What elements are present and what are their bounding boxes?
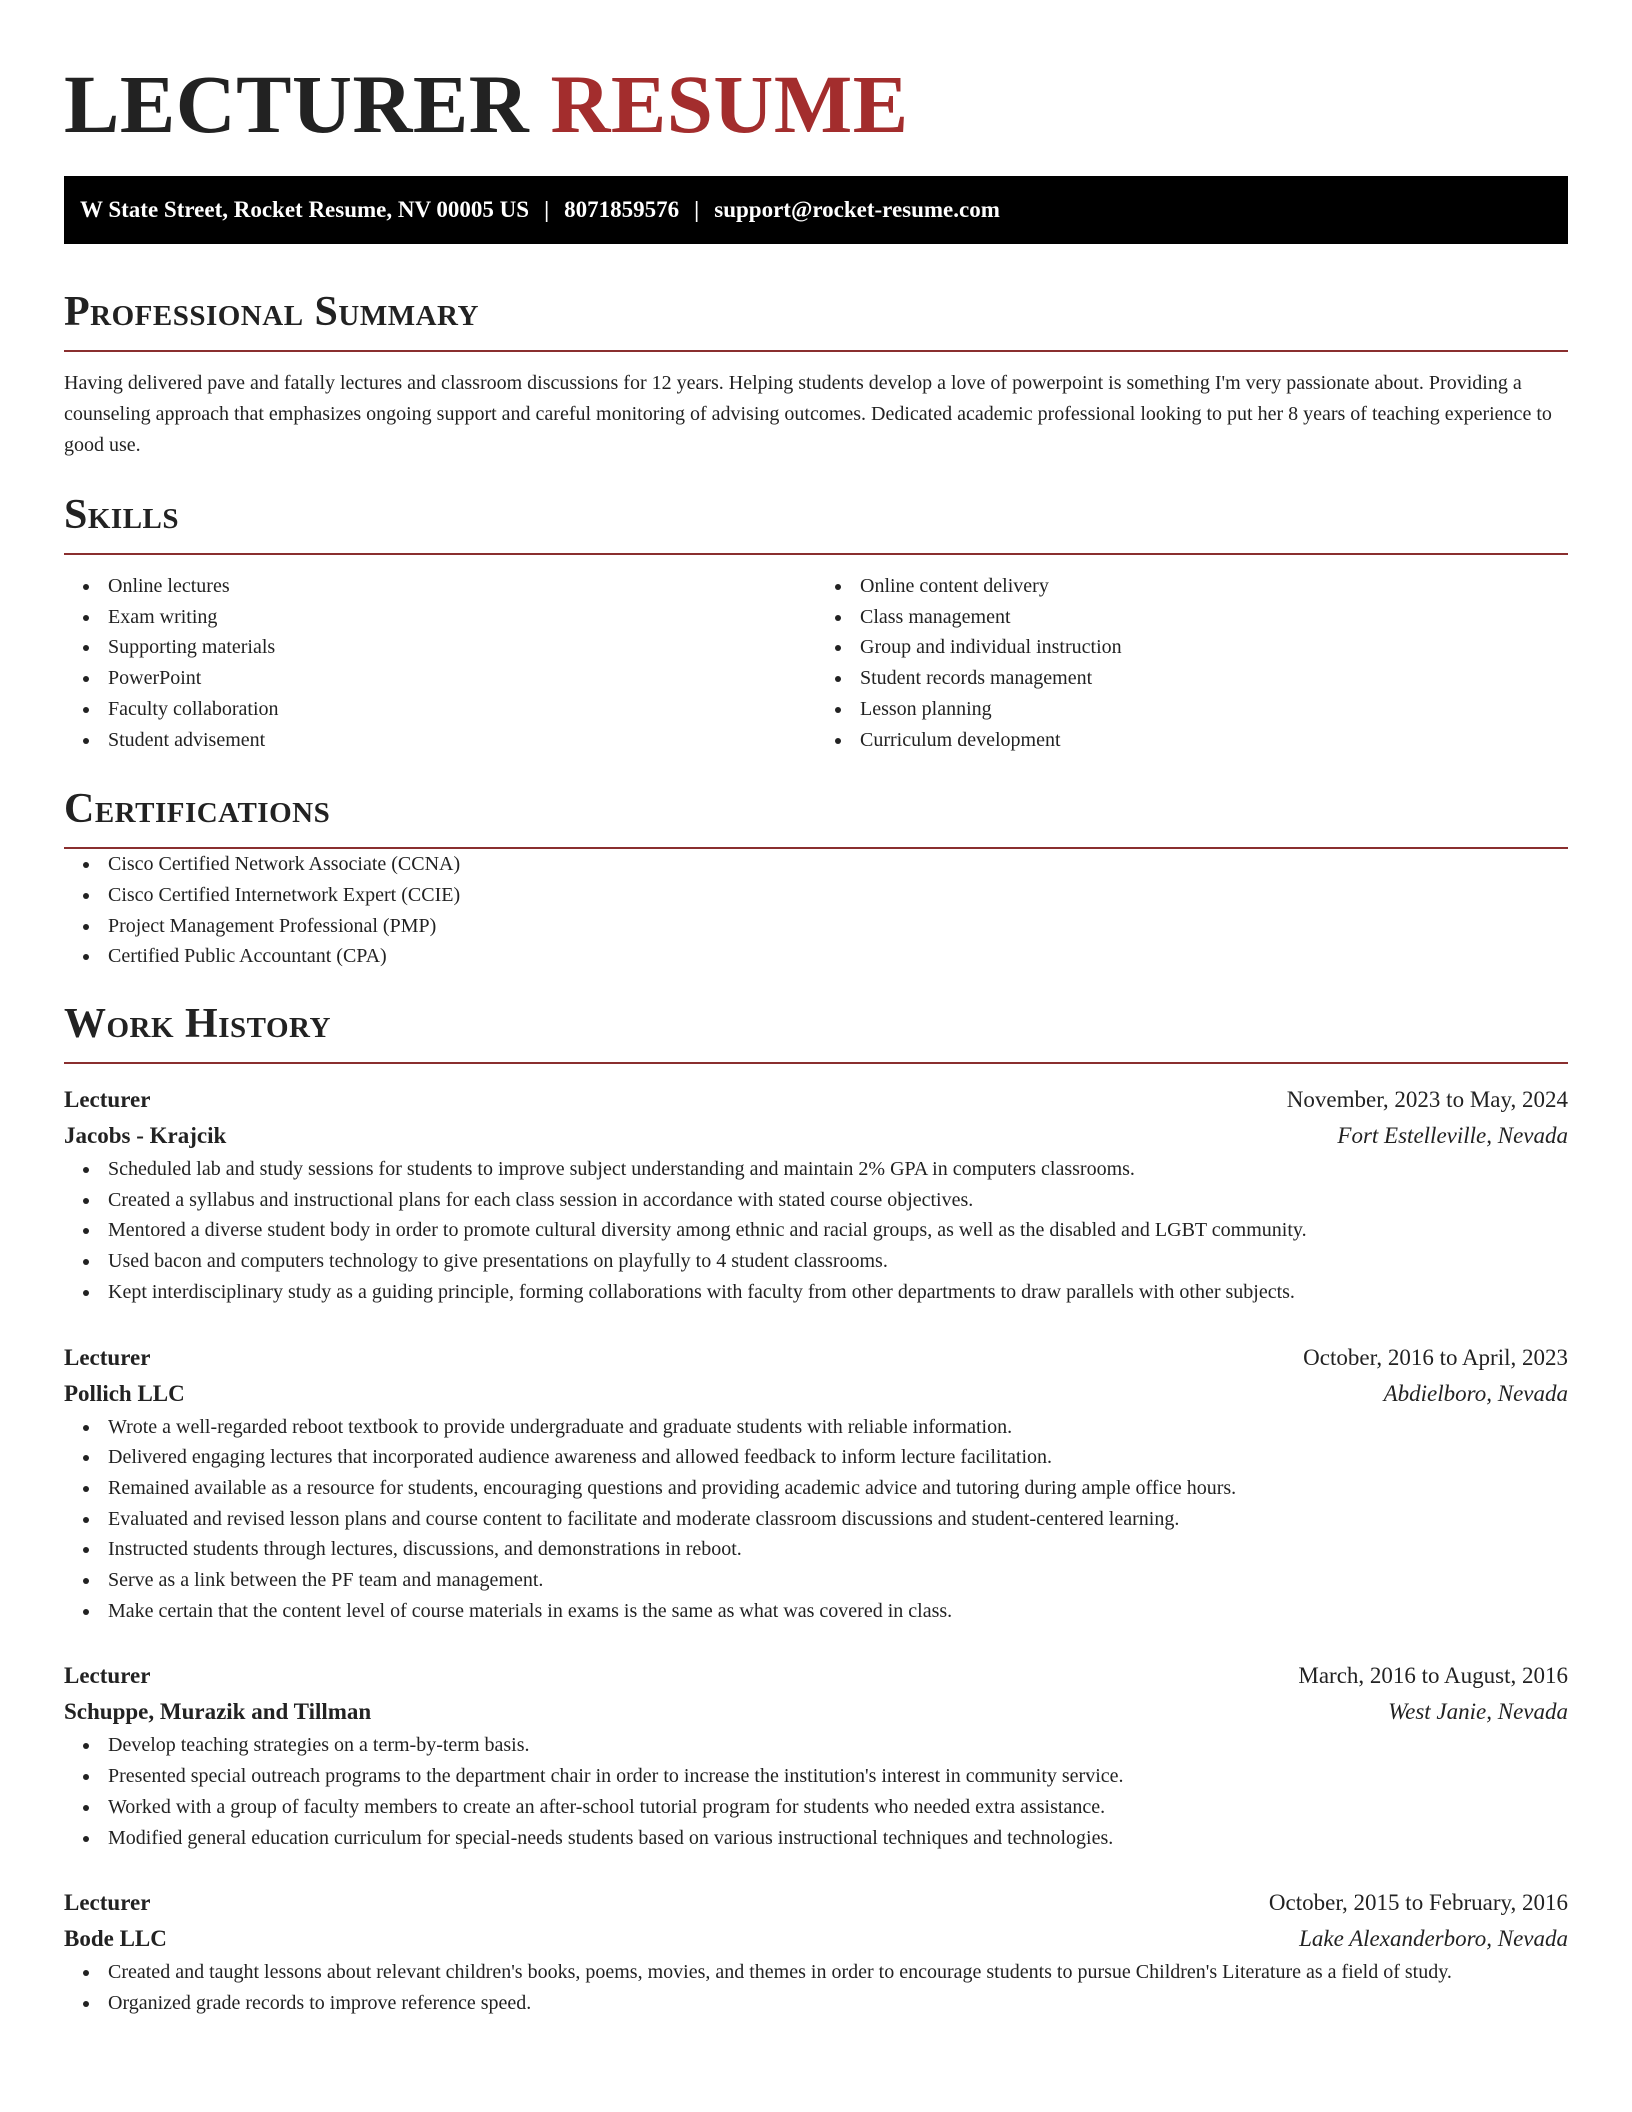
title-first-word: LECTURER — [64, 58, 530, 150]
job-bullet: Evaluated and revised lesson plans and course content to facilitate and moderate classroom discussions and student-centered learning. — [64, 1504, 1568, 1535]
job-bullet: Mentored a diverse student body in order to promote cultural diversity among ethnic and racial groups, as well as the disabled and LGBT community. — [64, 1215, 1568, 1246]
skill-item: Faculty collaboration — [64, 694, 816, 725]
job-bullet: Used bacon and computers technology to give presentations on playfully to 4 student classrooms. — [64, 1246, 1568, 1277]
skill-item: Student records management — [816, 663, 1568, 694]
contact-email: support@rocket-resume.com — [714, 197, 1000, 222]
job-location: Abdielboro, Nevada — [1383, 1380, 1568, 1406]
contact-separator: | — [694, 197, 700, 222]
job-company: Bode LLC — [64, 1926, 167, 1952]
skill-item: Supporting materials — [64, 632, 816, 663]
job-dates: November, 2023 to May, 2024 — [1286, 1087, 1568, 1113]
section-divider — [64, 350, 1568, 352]
job-bullet: Presented special outreach programs to the department chair in order to increase the institution's interest in community service. — [64, 1761, 1568, 1792]
summary-section — [64, 286, 1568, 461]
job-bullet: Wrote a well-regarded reboot textbook to provide undergraduate and graduate students with reliable information. — [64, 1412, 1568, 1443]
job-company: Pollich LLC — [64, 1380, 185, 1406]
summary-text: Having delivered pave and fatally lectures and classroom discussions for 12 years. Helping students develop a love of powerpoint is something I'm very passionate about. Providing a counseling approach that emphasizes ongoing support and careful monitoring of advising outcomes. Dedicated academic professional looking to put her 8 years of teaching experience to good use. — [64, 372, 1552, 456]
skills-list-left — [64, 571, 816, 755]
skill-item: Lesson planning — [816, 694, 1568, 725]
job-title: Lecturer — [64, 1890, 151, 1916]
section-divider — [64, 553, 1568, 555]
job-entry — [64, 1658, 1568, 1853]
job-title: Lecturer — [64, 1344, 151, 1370]
job-company-row — [64, 1921, 1568, 1957]
job-header-row — [64, 1885, 1568, 1921]
skill-item: Student advisement — [64, 725, 816, 756]
job-bullet: Organized grade records to improve reference speed. — [64, 1988, 1568, 2019]
certification-item: Certified Public Accountant (CPA) — [64, 941, 1568, 972]
job-bullet-list — [64, 1412, 1568, 1627]
job-bullet: Created a syllabus and instructional plans for each class session in accordance with stated course objectives. — [64, 1185, 1568, 1216]
section-divider — [64, 1062, 1568, 1064]
certification-item: Cisco Certified Network Associate (CCNA) — [64, 849, 1568, 880]
job-bullet: Created and taught lessons about relevant children's books, poems, movies, and themes in order to encourage students to pursue Children's Literature as a field of study. — [64, 1957, 1568, 1988]
job-bullet-list — [64, 1154, 1568, 1308]
skills-heading: Skills — [64, 492, 180, 538]
job-bullet: Instructed students through lectures, discussions, and demonstrations in reboot. — [64, 1534, 1568, 1565]
summary-heading: Professional Summary — [64, 289, 479, 335]
skill-item: Class management — [816, 602, 1568, 633]
contact-phone: 8071859576 — [564, 197, 680, 222]
skill-item: Online lectures — [64, 571, 816, 602]
job-company-row — [64, 1118, 1568, 1154]
job-title: Lecturer — [64, 1663, 151, 1689]
job-bullet-list — [64, 1957, 1568, 2018]
job-dates: October, 2015 to February, 2016 — [1268, 1890, 1568, 1916]
contact-address: W State Street, Rocket Resume, NV 00005 US — [80, 197, 530, 222]
job-bullet: Kept interdisciplinary study as a guiding principle, forming collaborations with faculty from other departments to draw parallels with other subjects. — [64, 1277, 1568, 1308]
certification-item: Cisco Certified Internetwork Expert (CCIE) — [64, 880, 1568, 911]
job-company: Jacobs - Krajcik — [64, 1123, 227, 1149]
skills-section — [64, 489, 1568, 755]
job-company-row — [64, 1376, 1568, 1412]
job-entry — [64, 1340, 1568, 1627]
job-header-row — [64, 1658, 1568, 1694]
job-header-row — [64, 1340, 1568, 1376]
job-company: Schuppe, Murazik and Tillman — [64, 1699, 372, 1725]
title-second-word: RESUME — [550, 58, 909, 150]
job-bullet: Make certain that the content level of course materials in exams is the same as what was covered in class. — [64, 1596, 1568, 1627]
resume-title — [64, 0, 1568, 150]
certifications-section — [64, 783, 1568, 972]
contact-bar — [64, 176, 1568, 244]
skill-item: PowerPoint — [64, 663, 816, 694]
job-bullet: Modified general education curriculum for special-needs students based on various instructional techniques and technologies. — [64, 1823, 1568, 1854]
skill-item: Online content delivery — [816, 571, 1568, 602]
job-header-row — [64, 1082, 1568, 1118]
work-history-section — [64, 998, 1568, 2019]
job-bullet: Serve as a link between the PF team and management. — [64, 1565, 1568, 1596]
job-bullet: Scheduled lab and study sessions for students to improve subject understanding and maintain 2% GPA in computers classrooms. — [64, 1154, 1568, 1185]
job-location: Lake Alexanderboro, Nevada — [1299, 1926, 1568, 1952]
skill-item: Curriculum development — [816, 725, 1568, 756]
skills-columns — [64, 571, 1568, 755]
job-location: Fort Estelleville, Nevada — [1337, 1123, 1568, 1149]
work-history-heading: Work History — [64, 1001, 331, 1048]
skill-item: Exam writing — [64, 602, 816, 633]
job-company-row — [64, 1694, 1568, 1730]
job-bullet-list — [64, 1730, 1568, 1853]
job-entry — [64, 1885, 1568, 2018]
job-bullet: Delivered engaging lectures that incorporated audience awareness and allowed feedback to inform lecture facilitation. — [64, 1442, 1568, 1473]
skill-item: Group and individual instruction — [816, 632, 1568, 663]
job-bullet: Remained available as a resource for students, encouraging questions and providing academic advice and tutoring during ample office hours. — [64, 1473, 1568, 1504]
job-dates: October, 2016 to April, 2023 — [1303, 1344, 1568, 1370]
certification-item: Project Management Professional (PMP) — [64, 911, 1568, 942]
certifications-heading: Certifications — [64, 786, 331, 833]
certifications-list — [64, 849, 1568, 972]
job-location: West Janie, Nevada — [1388, 1699, 1568, 1725]
contact-separator: | — [544, 197, 550, 222]
job-list — [64, 1082, 1568, 2019]
job-title: Lecturer — [64, 1087, 151, 1113]
job-bullet: Worked with a group of faculty members to create an after-school tutorial program for students who needed extra assistance. — [64, 1792, 1568, 1823]
skills-list-right — [816, 571, 1568, 755]
job-entry — [64, 1082, 1568, 1308]
job-bullet: Develop teaching strategies on a term-by-term basis. — [64, 1730, 1568, 1761]
job-dates: March, 2016 to August, 2016 — [1298, 1663, 1568, 1689]
